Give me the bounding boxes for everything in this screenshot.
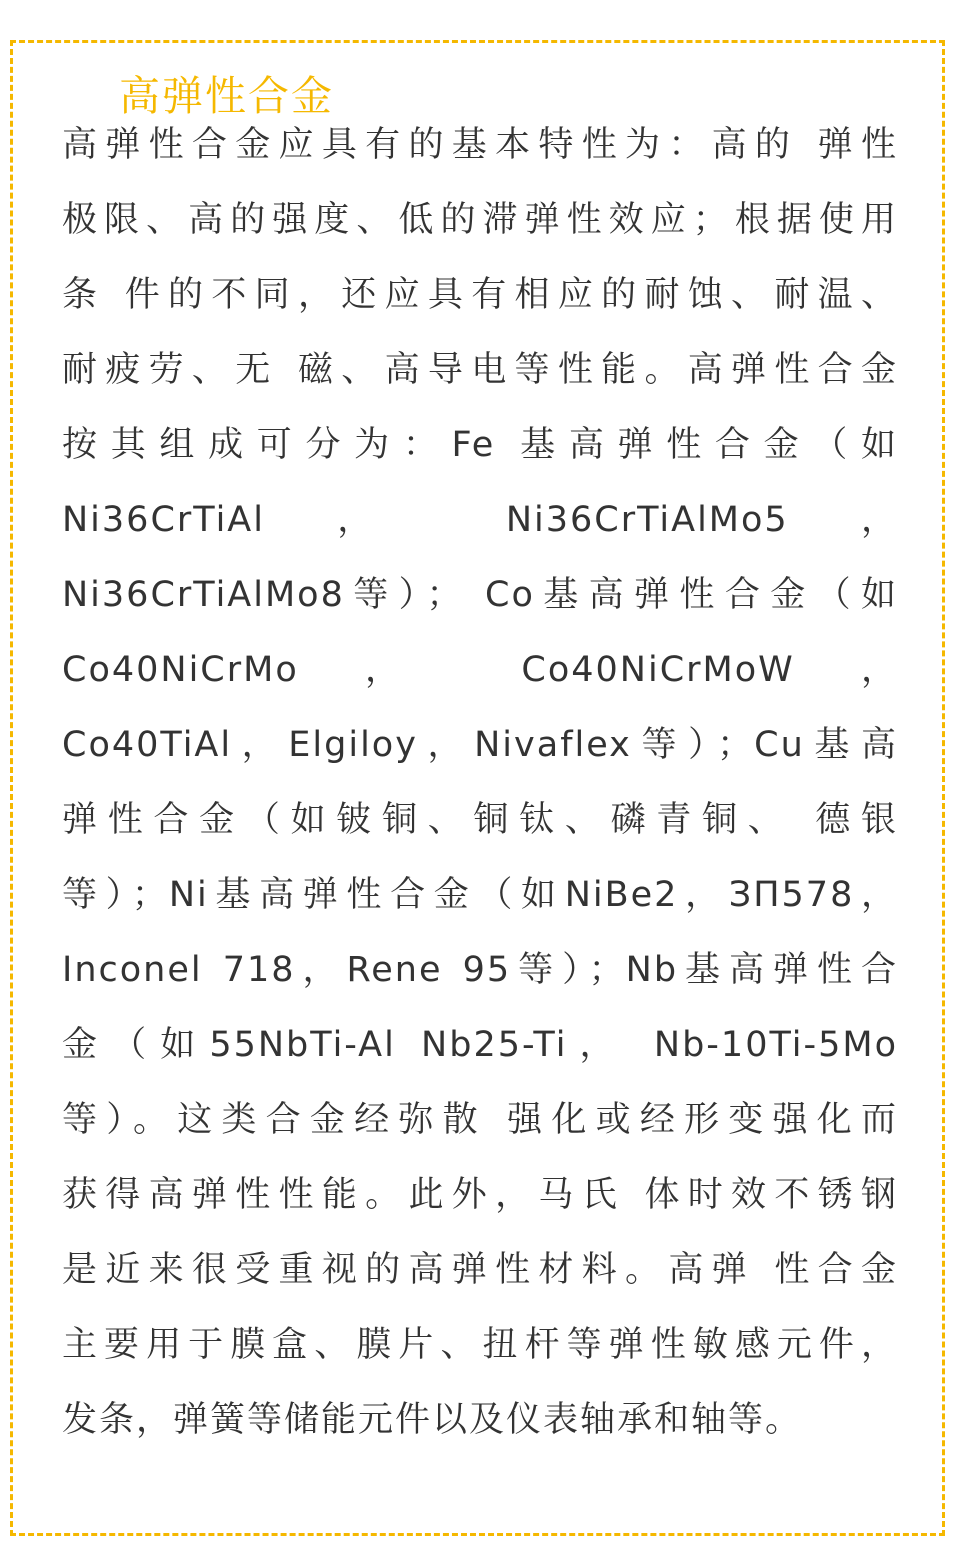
text-line: Ni36CrTiAl ， Ni36CrTiAlMo5 ，: [62, 500, 898, 540]
text-line: 获得高弹性性能。此外，马氏 体时效不锈钢: [62, 1175, 898, 1215]
text-line: 等）。这类合金经弥散 强化或经形变强化而: [62, 1100, 898, 1140]
text-line: 条 件的不同，还应具有相应的耐蚀、耐温、: [62, 275, 898, 315]
body-paragraph: [62, 108, 898, 1458]
text-line: 高弹性合金应具有的基本特性为：高的 弹性: [62, 125, 898, 165]
text-line: Ni36CrTiAlMo8等）； Co基高弹性合金（如: [62, 575, 898, 615]
section-title: 高弹性合金: [119, 72, 334, 120]
text-line: 等）；Ni基高弹性合金（如NiBe2，ЗП578，: [62, 875, 898, 915]
text-line: 耐疲劳、无 磁、高导电等性能。高弹性合金: [62, 350, 898, 390]
text-line: Inconel 718，Rene 95等）；Nb基高弹性合: [62, 950, 898, 990]
text-line: Co40TiAl，Elgiloy，Nivaflex等）；Cu基高: [62, 725, 898, 765]
text-line: 金（如55NbTi-Al Nb25-Ti， Nb-10Ti-5Mo: [62, 1025, 898, 1065]
text-line: 是近来很受重视的高弹性材料。高弹 性合金: [62, 1250, 898, 1290]
text-line: 发条，弹簧等储能元件以及仪表轴承和轴等。: [62, 1400, 803, 1440]
text-line: 按其组成可分为：Fe 基高弹性合金（如: [62, 425, 898, 465]
text-line: 弹性合金（如铍铜、铜钛、磷青铜、 德银: [62, 800, 898, 840]
text-line: 极限、高的强度、低的滞弹性效应；根据使用: [62, 200, 898, 240]
text-line: Co40NiCrMo ， Co40NiCrMoW ，: [62, 650, 898, 690]
text-line: 主要用于膜盒、膜片、扭杆等弹性敏感元件，: [62, 1325, 898, 1365]
